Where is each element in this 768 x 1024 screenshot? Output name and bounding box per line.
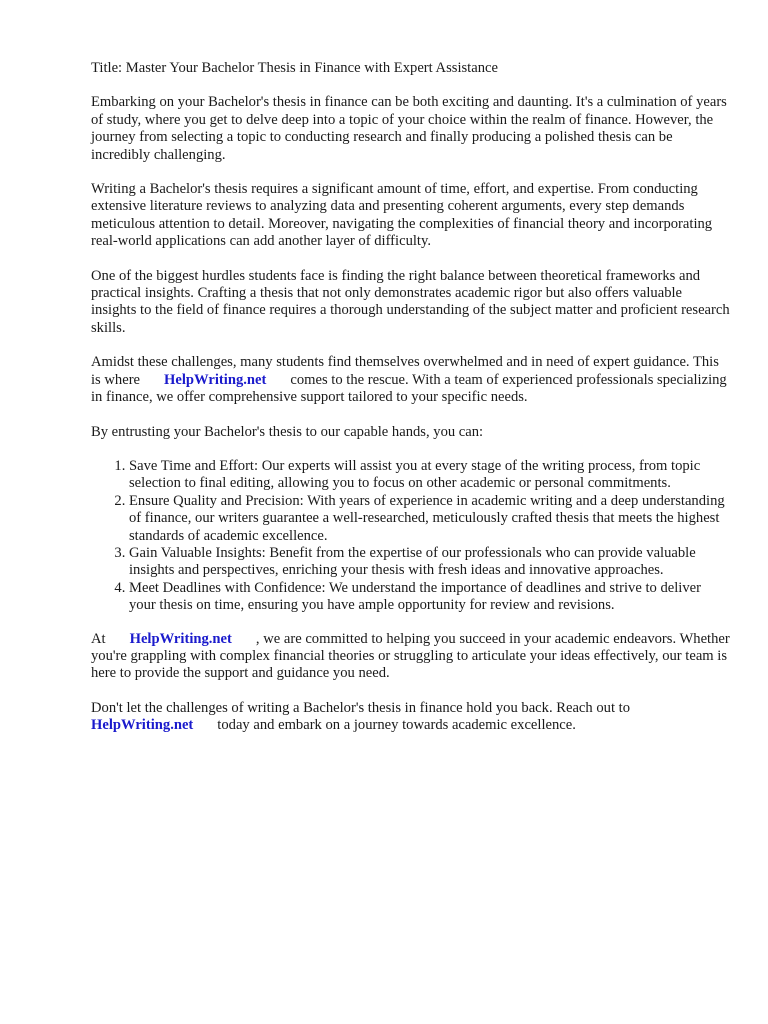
helpwriting-link[interactable]: HelpWriting.net <box>129 630 232 647</box>
paragraph-commitment-text-before: At <box>91 630 106 647</box>
list-item: 3. Gain Valuable Insights: Benefit from the expertise of our professionals who can provide valuable insights and perspectives, enriching your thesis with fresh ideas and innovative approaches. <box>129 545 731 580</box>
paragraph-commitment <box>91 631 731 683</box>
paragraph-requirements: Writing a Bachelor's thesis requires a significant amount of time, effort, and expertise. From conducting extensive literature reviews to analyzing data and presenting coherent arguments, every step demands meticulous attention to detail. Moreover, navigating the complexities of financial theory and incorporating real-world applications can add another layer of difficulty. <box>91 181 713 250</box>
paragraph-closing-text-after: today and embark on a journey towards academic excellence. <box>217 717 576 734</box>
list-item: 1. Save Time and Effort: Our experts will assist you at every stage of the writing process, from topic selection to final editing, allowing you to focus on other academic or personal commitments. <box>129 458 731 493</box>
document-title: Title: Master Your Bachelor Thesis in Finance with Expert Assistance <box>91 60 498 76</box>
benefits-list <box>91 458 731 615</box>
paragraph-commitment-text-after: , we are committed to helping you succeed in your academic endeavors. Whether you're grappling with complex financial theories or struggling to articulate your ideas effectively, our team is here to provide the support and guidance you need. <box>91 630 730 682</box>
helpwriting-link[interactable]: HelpWriting.net <box>164 371 267 388</box>
paragraph-entrusting: By entrusting your Bachelor's thesis to our capable hands, you can: <box>91 423 484 440</box>
paragraph-guidance-text-after: comes to the rescue. With a team of experienced professionals specializing in finance, we offer comprehensive support tailored to your specific needs. <box>91 371 727 406</box>
paragraph-hurdles: One of the biggest hurdles students face is finding the right balance between theoretical frameworks and practical insights. Crafting a thesis that not only demonstrates academic rigor but also offers valuable insights to the field of finance requires a thorough understanding of the subject matter and proficient research skills. <box>91 267 730 336</box>
paragraph-closing-text-before: Don't let the challenges of writing a Bachelor's thesis in finance hold you back. Reach out to <box>91 699 630 716</box>
document-page <box>91 60 731 752</box>
paragraph-intro: Embarking on your Bachelor's thesis in finance can be both exciting and daunting. It's a culmination of years of study, where you get to delve deep into a topic of your choice within the realm of finance. However, the journey from selecting a topic to conducting research and finally producing a polished thesis can be incredibly challenging. <box>91 94 727 163</box>
paragraph-guidance <box>91 354 731 406</box>
paragraph-closing <box>91 700 731 735</box>
paragraph-guidance-text-before: Amidst these challenges, many students find themselves overwhelmed and in need of expert guidance. This is where <box>91 354 719 388</box>
list-item: 4. Meet Deadlines with Confidence: We understand the importance of deadlines and strive to deliver your thesis on time, ensuring you have ample opportunity for review and revisions. <box>129 580 731 615</box>
list-item: 2. Ensure Quality and Precision: With years of experience in academic writing and a deep understanding of finance, our writers guarantee a well-researched, meticulously crafted thesis that meets the highest standards of academic excellence. <box>129 493 731 545</box>
helpwriting-link[interactable]: HelpWriting.net <box>91 717 194 734</box>
